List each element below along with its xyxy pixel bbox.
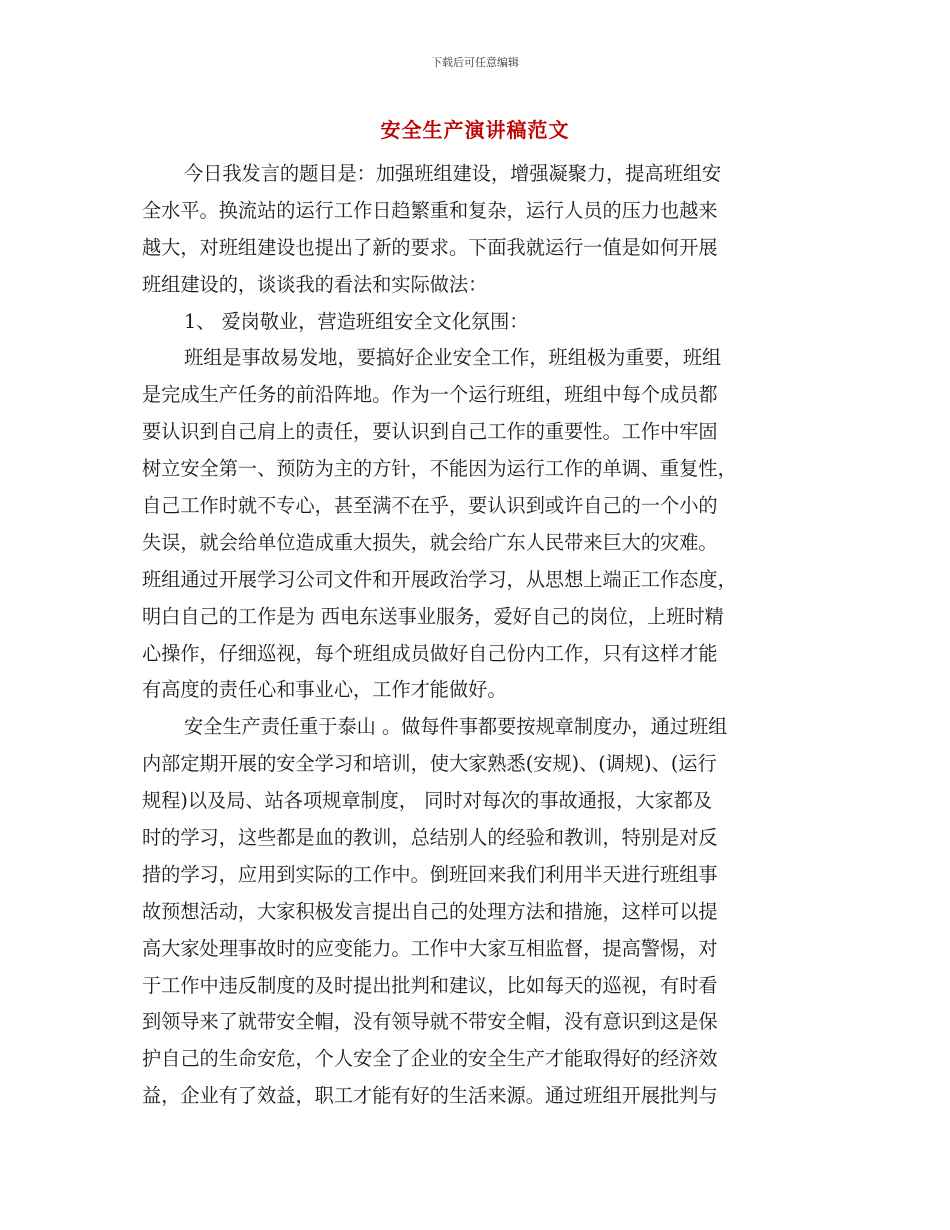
- text-line: 规程)以及局、站各项规章制度， 同时对每次的事故通报，大家都及: [142, 789, 713, 813]
- text-line: 树立安全第一、预防为主的方针，不能因为运行工作的单调、重复性，: [142, 457, 737, 481]
- text-line: 高大家处理事故时的应变能力。工作中大家互相监督，提高警惕，对: [142, 936, 718, 960]
- text-line: 明白自己的工作是为 西电东送事业服务，爱好自己的岗位，上班时精: [142, 604, 724, 628]
- text-line: 失误，就会给单位造成重大损失，就会给广东人民带来巨大的灾难。: [142, 530, 718, 554]
- text-line: 到领导来了就带安全帽，没有领导就不带安全帽，没有意识到这是保: [142, 1010, 718, 1034]
- text-line: 于工作中违反制度的及时提出批判和建议，比如每天的巡视，有时看: [142, 973, 718, 997]
- text-line: 措的学习，应用到实际的工作中。倒班回来我们利用半天进行班组事: [142, 862, 718, 886]
- section-heading: 1、 爱岗敬业，营造班组安全文化氛围：: [184, 309, 529, 333]
- text-line: 班组是事故易发地，要搞好企业安全工作，班组极为重要，班组: [184, 346, 722, 370]
- text-line: 益，企业有了效益，职工才能有好的生活来源。通过班组开展批判与: [142, 1084, 718, 1108]
- text-line: 故预想活动，大家积极发言提出自己的处理方法和措施，这样可以提: [142, 899, 718, 923]
- text-line: 越大，对班组建设也提出了新的要求。下面我就运行一值是如何开展: [142, 235, 718, 259]
- text-line: 内部定期开展的安全学习和培训，使大家熟悉(安规)、(调规)、(运行: [142, 752, 717, 776]
- text-line: 安全生产责任重于泰山 。做每件事都要按规章制度办，通过班组: [184, 715, 728, 739]
- text-line: 心操作，仔细巡视，每个班组成员做好自己份内工作，只有这样才能: [142, 641, 718, 665]
- header-note: 下载后可任意编辑: [431, 56, 519, 69]
- text-line: 全水平。换流站的运行工作日趋繁重和复杂，运行人员的压力也越来: [142, 198, 718, 222]
- text-line: 要认识到自己肩上的责任，要认识到自己工作的重要性。工作中牢固: [142, 420, 718, 444]
- text-line: 时的学习，这些都是血的教训，总结别人的经验和教训，特别是对反: [142, 826, 718, 850]
- text-line: 今日我发言的题目是：加强班组建设，增强凝聚力，提高班组安: [184, 162, 722, 185]
- text-line: 是完成生产任务的前沿阵地。作为一个运行班组，班组中每个成员都: [142, 383, 718, 407]
- text-line: 自己工作时就不专心，甚至满不在乎，要认识到或许自己的一个小的: [142, 494, 718, 518]
- text-line: 班组建设的，谈谈我的看法和实际做法：: [142, 272, 488, 296]
- document-body: [142, 156, 808, 1115]
- text-line: 护自己的生命安危，个人安全了企业的安全生产才能取得好的经济效: [142, 1047, 718, 1071]
- text-line: 班组通过开展学习公司文件和开展政治学习，从思想上端正工作态度，: [142, 567, 737, 591]
- document-title: 安全生产演讲稿范文: [380, 118, 570, 142]
- text-line: 有高度的责任心和事业心，工作才能做好。: [142, 678, 507, 702]
